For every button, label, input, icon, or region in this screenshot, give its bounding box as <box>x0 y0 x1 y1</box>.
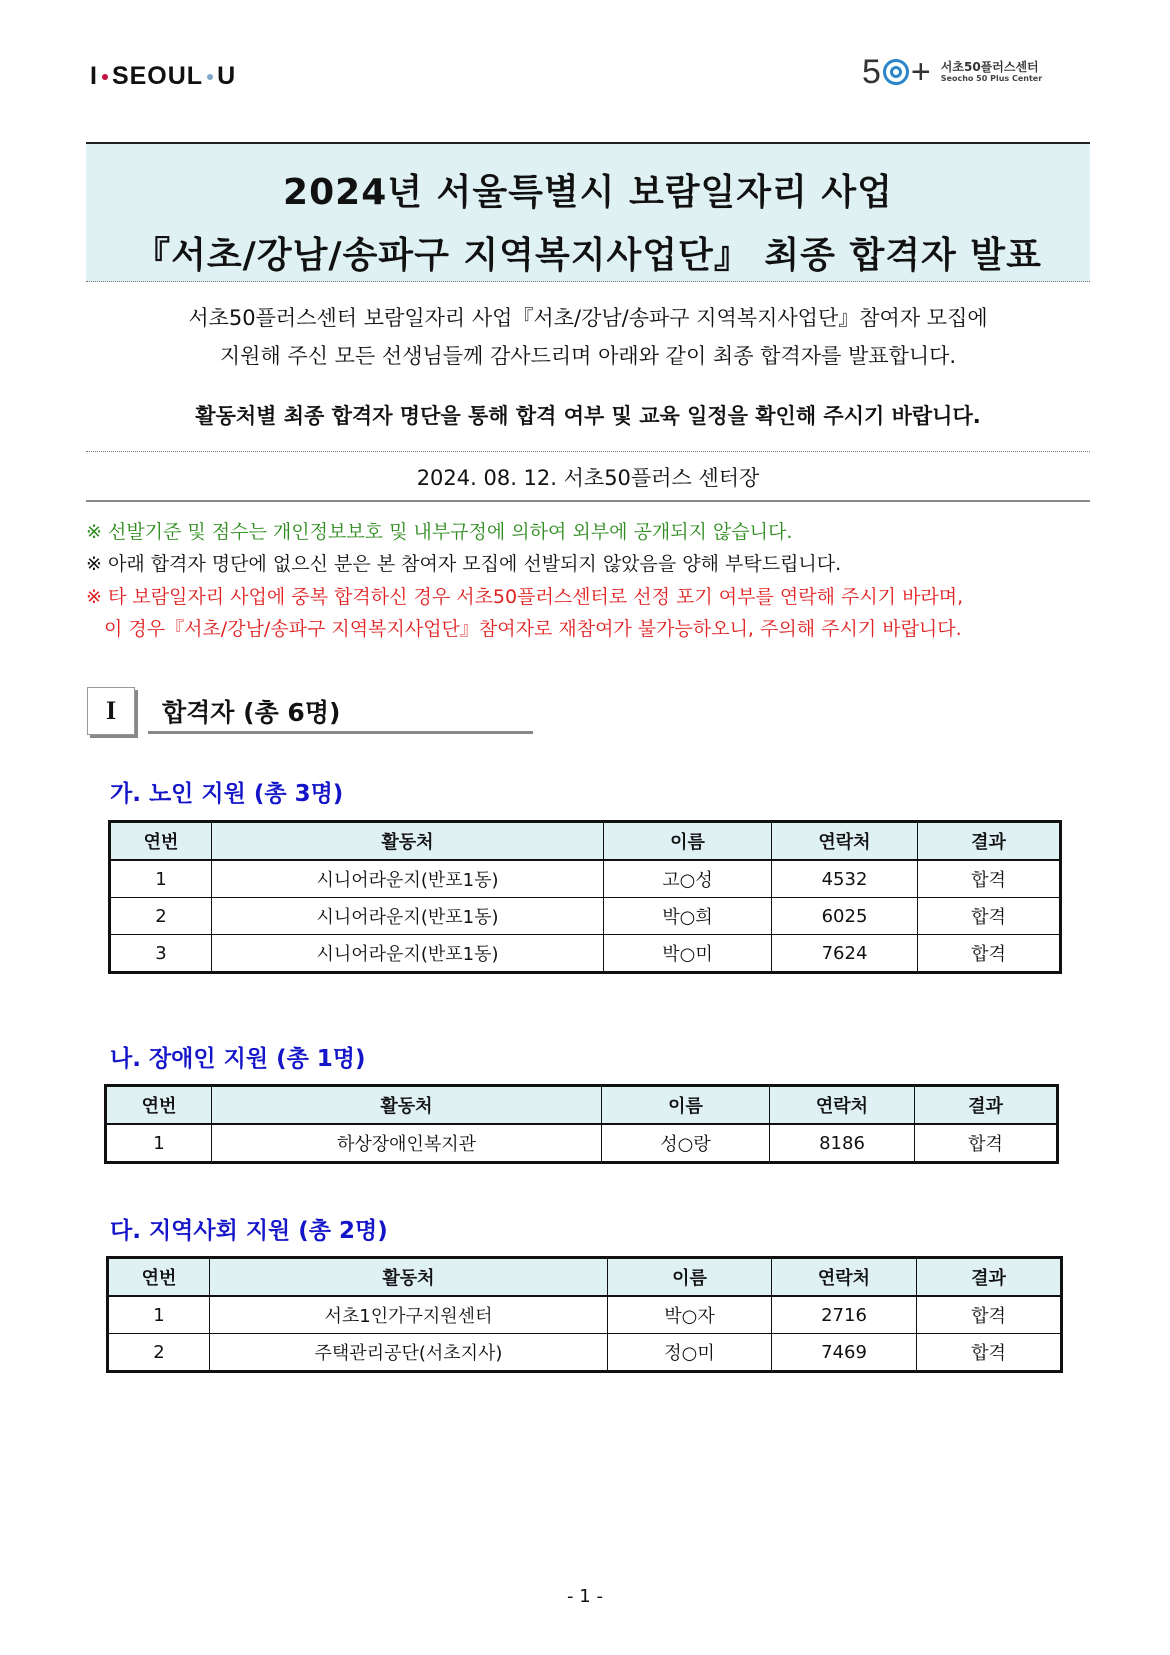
col-header-result: 결과 <box>917 1258 1062 1297</box>
title-line-1: 2024년 서울특별시 보람일자리 사업 <box>283 172 893 213</box>
cell-name: 박○미 <box>604 935 772 973</box>
cell-place: 서초1인가구지원센터 <box>210 1296 608 1334</box>
logo-part-seoul: SEOUL <box>111 62 204 90</box>
page-number: - 1 - <box>567 1586 603 1607</box>
cell-no: 1 <box>106 1124 212 1163</box>
cell-name: 정○미 <box>608 1334 772 1372</box>
cell-place: 시니어라운지(반포1동) <box>212 898 604 935</box>
col-header-no: 연번 <box>106 1086 212 1125</box>
table-row <box>108 1296 1062 1334</box>
cell-no: 2 <box>108 1334 210 1372</box>
cell-contact: 8186 <box>770 1124 915 1163</box>
col-header-place: 활동처 <box>212 1086 602 1125</box>
col-header-contact: 연락처 <box>772 1258 917 1297</box>
table-header-row <box>110 822 1061 861</box>
logo-part-u: U <box>217 62 237 90</box>
seocho-50-plus-logo <box>862 55 1042 89</box>
cell-place: 시니어라운지(반포1동) <box>212 860 604 898</box>
cell-no: 3 <box>110 935 212 973</box>
ring-icon <box>883 59 909 85</box>
section-underline <box>148 731 533 734</box>
table-header-row <box>108 1258 1062 1297</box>
table-row <box>110 935 1061 973</box>
table-row <box>110 898 1061 935</box>
cell-result: 합격 <box>918 860 1061 898</box>
results-table-community <box>106 1256 1063 1373</box>
cell-contact: 4532 <box>772 860 918 898</box>
notice-duplicate-1: ※ 타 보람일자리 사업에 중복 합격하신 경우 서초50플러스센터로 선정 포기 여부를 연락해 주시기 바라며, <box>86 586 964 608</box>
logo-plus: + <box>910 53 931 91</box>
table-row <box>106 1124 1058 1163</box>
group-heading-community: 다. 지역사회 지원 (총 2명) <box>110 1218 388 1244</box>
notice-duplicate-2: 이 경우『서초/강남/송파구 지역복지사업단』참여자로 재참여가 불가능하오니, 주의해 주시기 바랍니다. <box>104 618 962 640</box>
group-heading-disabled: 나. 장애인 지원 (총 1명) <box>110 1046 366 1072</box>
table-row <box>108 1334 1062 1372</box>
col-header-contact: 연락처 <box>770 1086 915 1125</box>
cell-place: 시니어라운지(반포1동) <box>212 935 604 973</box>
i-seoul-u-logo <box>90 62 236 91</box>
table-row <box>110 860 1061 898</box>
results-table-seniors <box>108 820 1062 974</box>
col-header-place: 활동처 <box>212 822 604 861</box>
cell-name: 박○자 <box>608 1296 772 1334</box>
section-title: 합격자 (총 6명) <box>162 698 341 727</box>
cell-no: 1 <box>108 1296 210 1334</box>
group-heading-seniors: 가. 노인 지원 (총 3명) <box>110 781 344 807</box>
col-header-no: 연번 <box>110 822 212 861</box>
cell-name: 박○희 <box>604 898 772 935</box>
title-box <box>86 142 1090 282</box>
col-header-name: 이름 <box>604 822 772 861</box>
col-header-name: 이름 <box>602 1086 770 1125</box>
col-header-result: 결과 <box>915 1086 1058 1125</box>
cell-result: 합격 <box>915 1124 1058 1163</box>
results-table-disabled <box>104 1084 1059 1164</box>
cell-no: 1 <box>110 860 212 898</box>
cell-name: 고○성 <box>604 860 772 898</box>
cell-result: 합격 <box>917 1334 1062 1372</box>
col-header-no: 연번 <box>108 1258 210 1297</box>
col-header-result: 결과 <box>918 822 1061 861</box>
cell-place: 하상장애인복지관 <box>212 1124 602 1163</box>
intro-line-2: 지원해 주신 모든 선생님들께 감사드리며 아래와 같이 최종 합격자를 발표합니다. <box>219 344 957 368</box>
logo-name-ko: 서초50플러스센터 <box>940 59 1039 74</box>
col-header-contact: 연락처 <box>772 822 918 861</box>
intro-line-1: 서초50플러스센터 보람일자리 사업『서초/강남/송파구 지역복지사업단』참여자 모집에 <box>188 306 988 330</box>
cell-contact: 7469 <box>772 1334 917 1372</box>
date-signature: 2024. 08. 12. 서초50플러스 센터장 <box>416 466 760 490</box>
logo-part-i: I <box>90 62 98 90</box>
cell-place: 주택관리공단(서초지사) <box>210 1334 608 1372</box>
logo-text <box>941 61 1042 84</box>
notice-private-criteria: ※ 선발기준 및 점수는 개인정보보호 및 내부규정에 의하여 외부에 공개되지 않습니다. <box>86 521 793 543</box>
logo-five: 5 <box>862 53 881 91</box>
cell-result: 합격 <box>918 935 1061 973</box>
title-line-2: 『서초/강남/송파구 지역복지사업단』 최종 합격자 발표 <box>134 235 1042 276</box>
cell-contact: 6025 <box>772 898 918 935</box>
col-header-name: 이름 <box>608 1258 772 1297</box>
intro-emphasis: 활동처별 최종 합격자 명단을 통해 합격 여부 및 교육 일정을 확인해 주시기 바랍니다. <box>195 404 981 428</box>
section-number-box: I <box>87 687 135 735</box>
divider-dotted <box>86 451 1090 452</box>
logo-dot-blue <box>207 74 213 80</box>
cell-result: 합격 <box>918 898 1061 935</box>
cell-contact: 2716 <box>772 1296 917 1334</box>
logo-name-en: Seocho 50 Plus Center <box>940 74 1043 84</box>
col-header-place: 활동처 <box>210 1258 608 1297</box>
table-header-row <box>106 1086 1058 1125</box>
cell-contact: 7624 <box>772 935 918 973</box>
cell-no: 2 <box>110 898 212 935</box>
divider-solid <box>86 500 1090 502</box>
cell-name: 성○랑 <box>602 1124 770 1163</box>
notice-not-selected: ※ 아래 합격자 명단에 없으신 분은 본 참여자 모집에 선발되지 않았음을 양해 부탁드립니다. <box>86 553 842 575</box>
logo-dot-red <box>102 74 108 80</box>
cell-result: 합격 <box>917 1296 1062 1334</box>
